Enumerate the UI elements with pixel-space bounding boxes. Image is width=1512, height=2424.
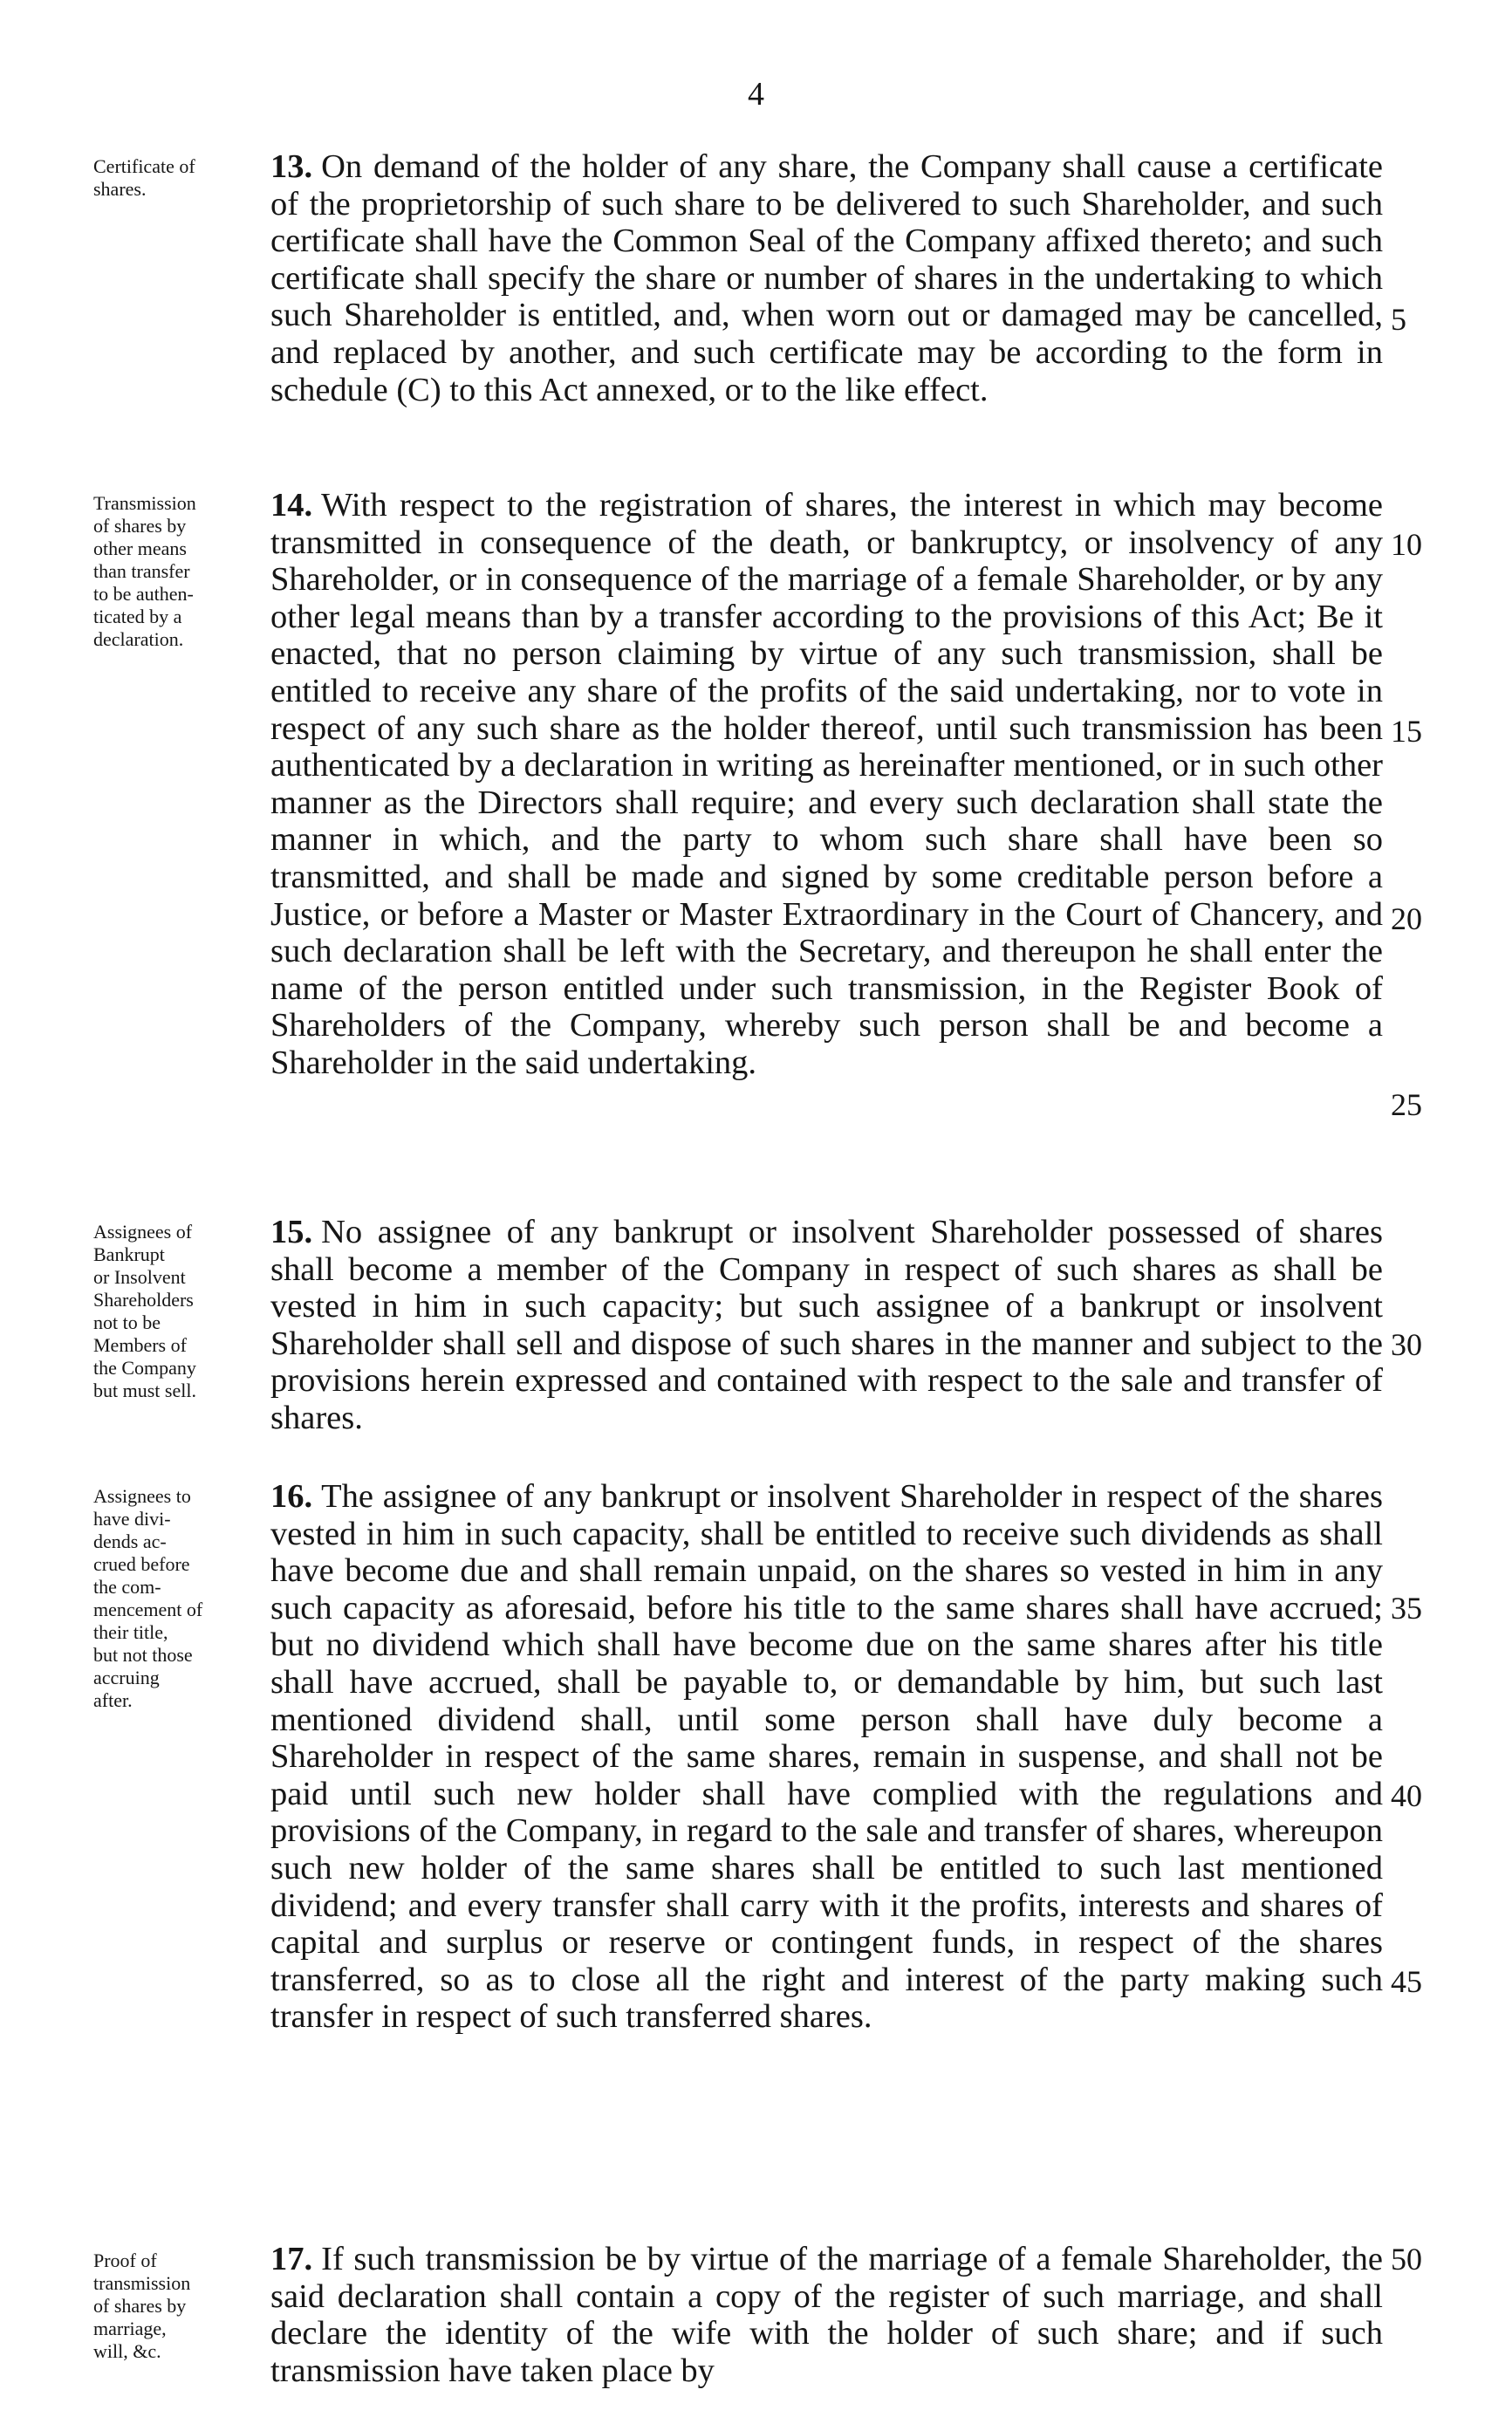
section-number: 13. bbox=[270, 148, 313, 185]
line-number: 35 bbox=[1391, 1591, 1422, 1626]
line-number: 5 bbox=[1391, 302, 1406, 337]
section-number: 15. bbox=[270, 1214, 313, 1250]
section-number: 16. bbox=[270, 1478, 313, 1515]
line-number: 10 bbox=[1391, 527, 1422, 562]
margin-note: Transmission of shares by other means than transfer to be authen- ticated by a declaration. bbox=[93, 492, 196, 650]
section-text bbox=[270, 2241, 1383, 2389]
section-text bbox=[270, 1478, 1383, 2036]
section-number: 17. bbox=[270, 2241, 313, 2277]
margin-note: Proof of transmission of shares by marriage, will, &c. bbox=[93, 2249, 191, 2362]
line-number: 40 bbox=[1391, 1778, 1422, 1813]
line-number: 25 bbox=[1391, 1087, 1422, 1122]
line-number: 20 bbox=[1391, 901, 1422, 936]
margin-note: Assignees of Bankrupt or Insolvent Shareholders not to be Members of the Company but must sell. bbox=[93, 1221, 196, 1401]
section-body: The assignee of any bankrupt or insolvent Shareholder in respect of the shares vested in him in such capacity, shall be entitled to receive such dividends as shall have become due and shall remain unpaid, on the shares so vested in him in any such capacity as aforesaid, before his title to the same shares shall have accrued; but no dividend which shall have become due on the same shares after his title shall have accrued, shall be payable to, or demandable by him, but such last mentioned dividend shall, until some person shall have duly become a Shareholder in respect of the same shares, remain in suspense, and shall not be paid until such new holder shall have complied with the regulations and provisions of the Company, in regard to the sale and transfer of shares, whereupon such new holder of the same shares shall be entitled to such last mentioned dividend; and every transfer shall carry with it the profits, interests and shares of capital and surplus or reserve or contingent funds, in respect of the shares transferred, so as to close all the right and interest of the party making such transfer in respect of such transferred shares. bbox=[270, 1478, 1383, 2036]
line-number: 15 bbox=[1391, 714, 1422, 749]
section-body: On demand of the holder of any share, the Company shall cause a certificate of the proprietorship of such share to be delivered to such Shareholder, and such certificate shall have the Common Seal of the Company affixed thereto; and such certificate shall specify the share or number of shares in the undertaking to which such Shareholder is entitled, and, when worn out or damaged may be cancelled, and replaced by another, and such certificate may be according to the form in schedule (C) to this Act annexed, or to the like effect. bbox=[270, 148, 1383, 408]
line-number: 30 bbox=[1391, 1327, 1422, 1362]
section-number: 14. bbox=[270, 487, 313, 524]
section-text bbox=[270, 148, 1383, 408]
section-text bbox=[270, 487, 1383, 1082]
page-number: 4 bbox=[748, 76, 764, 113]
section-body: With respect to the registration of shares, the interest in which may become transmitted in consequence of the death, or bankruptcy, or insolvency of any Shareholder, or in consequence of the marriage of a female Shareholder, or by any other legal means than by a transfer according to the provisions of this Act; Be it enacted, that no person claiming by virtue of any such transmission, shall be entitled to receive any share of the profits of the said undertaking, nor to vote in respect of any such share as the holder thereof, until such transmission has been authenticated by a declaration in writing as hereinafter mentioned, or in such other manner as the Directors shall require; and every such declaration shall state the manner in which, and the party to whom such share shall have been so transmitted, and shall be made and signed by some creditable person before a Justice, or before a Master or Master Extraordinary in the Court of Chancery, and such declaration shall be left with the Secretary, and thereupon he shall enter the name of the person entitled under such transmission, in the Register Book of Shareholders of the Company, whereby such person shall be and become a Shareholder in the said undertaking. bbox=[270, 487, 1383, 1081]
section-text bbox=[270, 1214, 1383, 1437]
section-body: If such transmission be by virtue of the marriage of a female Shareholder, the said declaration shall contain a copy of the register of such marriage, and shall declare the identity of the wife with the holder of such share; and if such transmission have taken place by bbox=[270, 2241, 1383, 2389]
line-number: 50 bbox=[1391, 2242, 1422, 2277]
line-number: 45 bbox=[1391, 1964, 1422, 1999]
section-body: No assignee of any bankrupt or insolvent Shareholder possessed of shares shall become a member of the Company in respect of such shares as shall be vested in him in such capacity; but such assignee of a bankrupt or insolvent Shareholder shall sell and dispose of such shares in the manner and subject to the provisions herein expressed and contained with respect to the sale and transfer of shares. bbox=[270, 1214, 1383, 1436]
margin-note: Certificate of shares. bbox=[93, 155, 195, 200]
margin-note: Assignees to have divi- dends ac- crued before the com- mencement of their title, but not those accruing after. bbox=[93, 1485, 203, 1711]
